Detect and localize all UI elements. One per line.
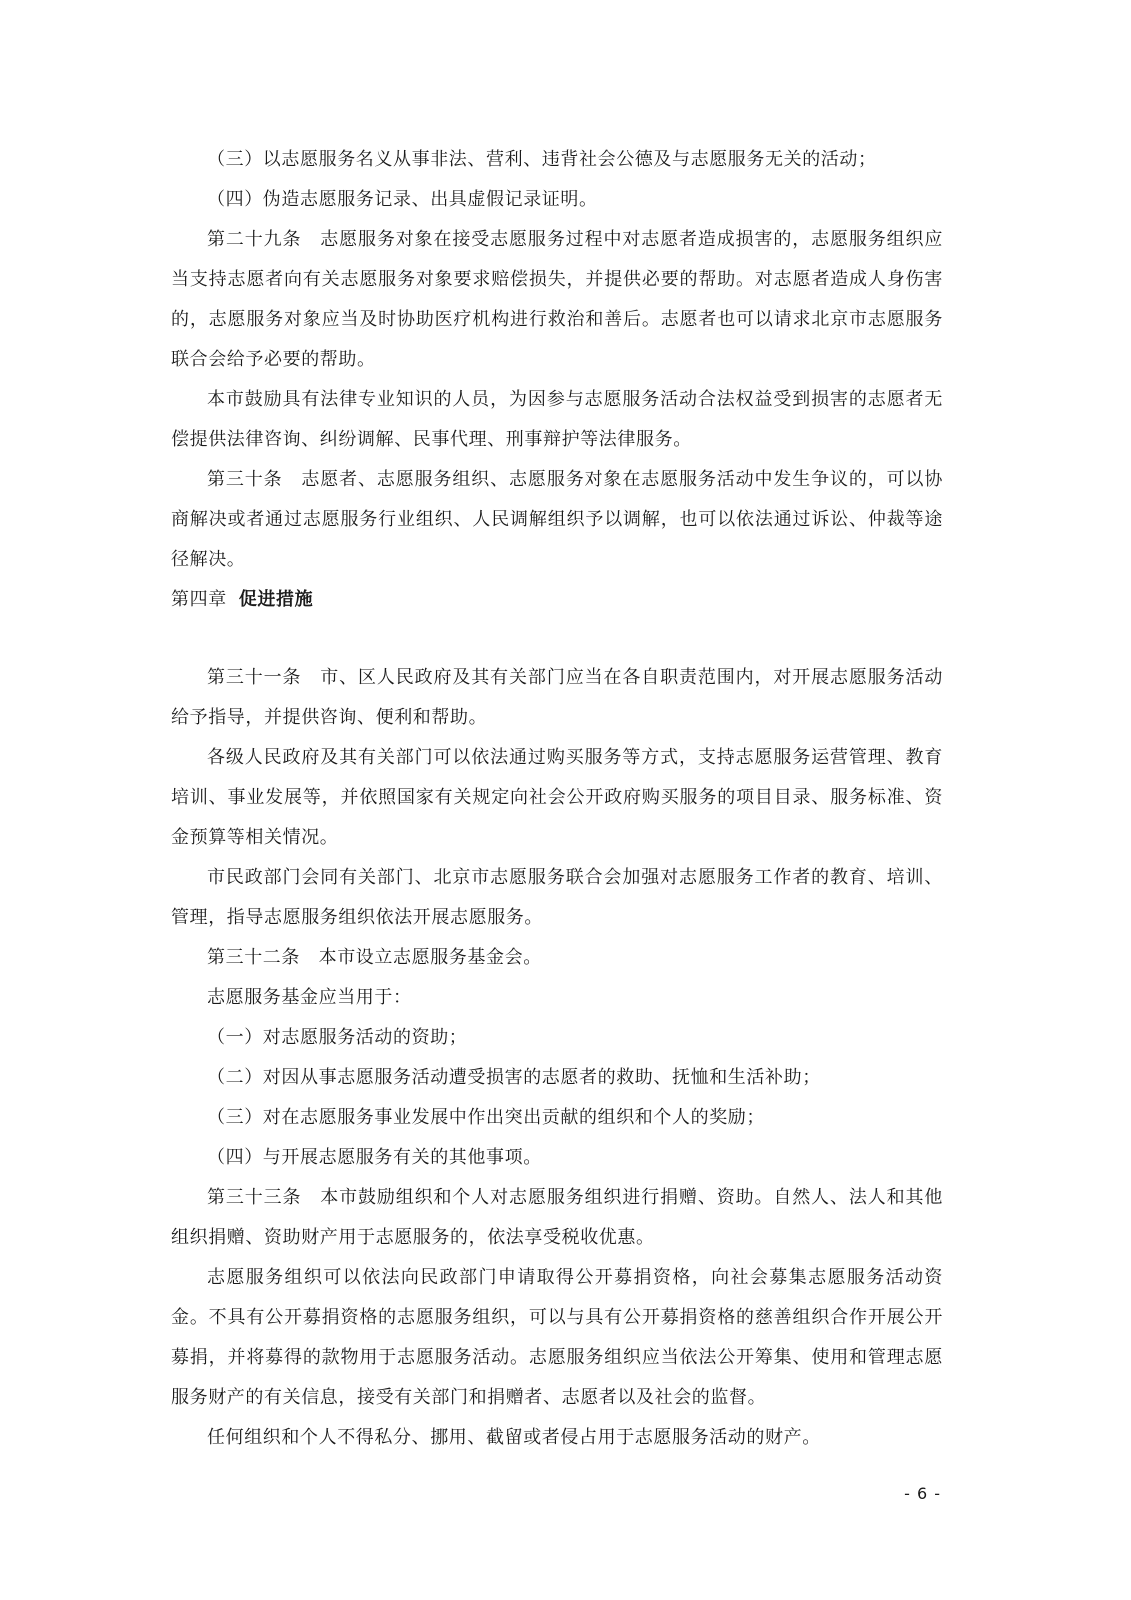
chapter-title: 促进措施 (238, 589, 314, 610)
document-body (171, 140, 943, 1458)
paragraph: （四）伪造志愿服务记录、出具虚假记录证明。 (207, 189, 598, 210)
list-item: （四）与开展志愿服务有关的其他事项。 (207, 1147, 542, 1168)
paragraph: 任何组织和个人不得私分、挪用、截留或者侵占用于志愿服务活动的财产。 (207, 1427, 821, 1448)
article-29: 第二十九条 志愿服务对象在接受志愿服务过程中对志愿者造成损害的，志愿服务组织应当支持志愿者向有关志愿服务对象要求赔偿损失，并提供必要的帮助。对志愿者造成人身伤害的，志愿服务对象应当及时协助医疗机构进行救治和善后。志愿者也可以请求北京市志愿服务联合会给予必要的帮助。 (171, 229, 943, 370)
paragraph: 本市鼓励具有法律专业知识的人员，为因参与志愿服务活动合法权益受到损害的志愿者无偿提供法律咨询、纠纷调解、民事代理、刑事辩护等法律服务。 (171, 389, 943, 450)
chapter-number: 第四章 (171, 589, 227, 610)
paragraph: 各级人民政府及其有关部门可以依法通过购买服务等方式，支持志愿服务运营管理、教育培训、事业发展等，并依照国家有关规定向社会公开政府购买服务的项目目录、服务标准、资金预算等相关情况。 (171, 747, 943, 848)
paragraph: 市民政部门会同有关部门、北京市志愿服务联合会加强对志愿服务工作者的教育、培训、管理，指导志愿服务组织依法开展志愿服务。 (171, 867, 943, 928)
article-30: 第三十条 志愿者、志愿服务组织、志愿服务对象在志愿服务活动中发生争议的，可以协商解决或者通过志愿服务行业组织、人民调解组织予以调解，也可以依法通过诉讼、仲裁等途径解决。 (171, 469, 943, 570)
list-item: （一）对志愿服务活动的资助； (207, 1027, 468, 1048)
article-31: 第三十一条 市、区人民政府及其有关部门应当在各自职责范围内，对开展志愿服务活动给予指导，并提供咨询、便利和帮助。 (171, 667, 943, 728)
article-33: 第三十三条 本市鼓励组织和个人对志愿服务组织进行捐赠、资助。自然人、法人和其他组织捐赠、资助财产用于志愿服务的，依法享受税收优惠。 (171, 1187, 943, 1248)
list-item: （二）对因从事志愿服务活动遭受损害的志愿者的救助、抚恤和生活补助； (207, 1067, 821, 1088)
paragraph: （三）以志愿服务名义从事非法、营利、违背社会公德及与志愿服务无关的活动； (207, 149, 877, 170)
article-32: 第三十二条 本市设立志愿服务基金会。 (207, 947, 542, 968)
chapter-spacer (171, 620, 943, 658)
paragraph: 志愿服务组织可以依法向民政部门申请取得公开募捐资格，向社会募集志愿服务活动资金。不具有公开募捐资格的志愿服务组织，可以与具有公开募捐资格的慈善组织合作开展公开募捐，并将募得的款物用于志愿服务活动。志愿服务组织应当依法公开筹集、使用和管理志愿服务财产的有关信息，接受有关部门和捐赠者、志愿者以及社会的监督。 (171, 1267, 943, 1408)
chapter-heading (171, 580, 943, 620)
page-number: - 6 - (904, 1484, 941, 1503)
list-item: （三）对在志愿服务事业发展中作出突出贡献的组织和个人的奖励； (207, 1107, 765, 1128)
paragraph: 志愿服务基金应当用于： (207, 987, 412, 1008)
